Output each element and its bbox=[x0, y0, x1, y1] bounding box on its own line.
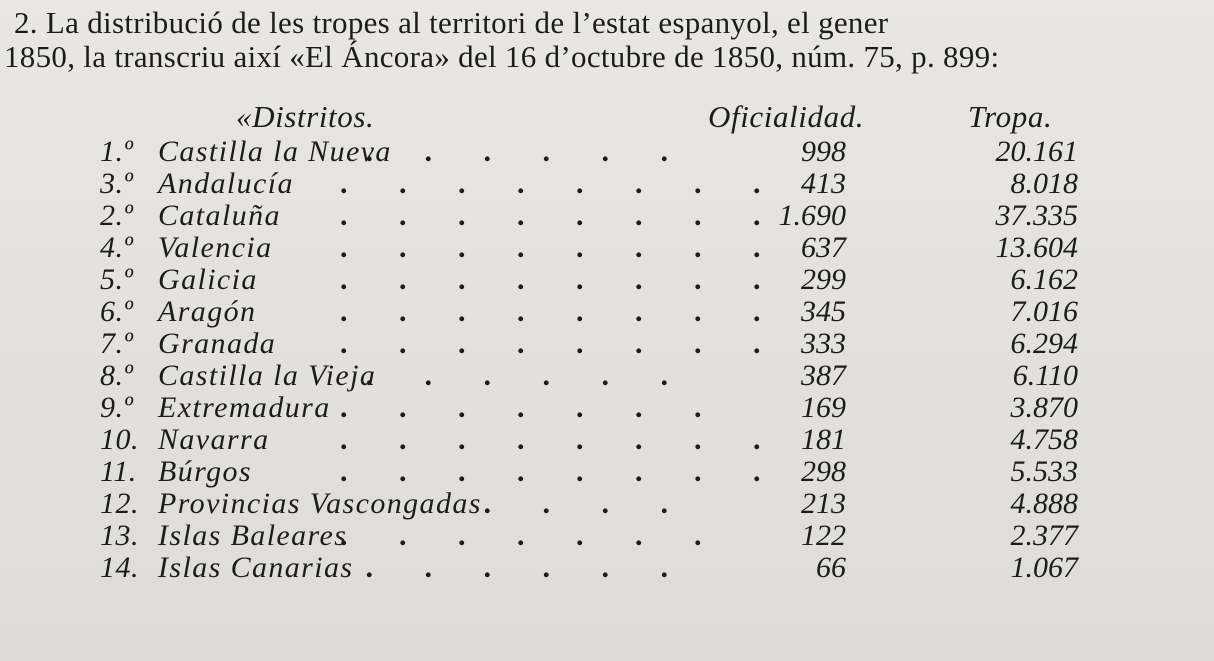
header-officers: Oficialidad. bbox=[708, 99, 865, 134]
officers-value: 181 bbox=[801, 423, 846, 456]
officers-value: 169 bbox=[801, 391, 846, 424]
officers-value: 213 bbox=[801, 487, 846, 520]
leader-dots: . . . . . . . bbox=[340, 391, 724, 424]
troops-value: 1.067 bbox=[1010, 551, 1078, 584]
troops-value: 8.018 bbox=[1010, 167, 1078, 200]
district-table bbox=[0, 136, 1200, 584]
district-name: Granada bbox=[158, 327, 277, 360]
row-number: 9.º bbox=[100, 391, 134, 424]
row-number: 5.º bbox=[100, 263, 134, 296]
table-row bbox=[0, 488, 1200, 520]
intro-line-1: 2. La distribució de les tropes al territori de l’estat espanyol, el gener bbox=[14, 5, 889, 40]
row-number: 13. bbox=[100, 519, 139, 552]
district-name: Navarra bbox=[158, 423, 270, 456]
troops-value: 7.016 bbox=[1010, 295, 1078, 328]
officers-value: 333 bbox=[801, 327, 846, 360]
officers-value: 66 bbox=[816, 551, 846, 584]
table-row bbox=[0, 296, 1200, 328]
row-number: 12. bbox=[100, 487, 139, 520]
district-name: Provincias Vascongadas bbox=[158, 487, 482, 520]
leader-dots: . . . . . . . . bbox=[340, 231, 783, 264]
intro-line-2: 1850, la transcriu així «El Áncora» del 16 d’octubre de 1850, núm. 75, p. 899: bbox=[4, 39, 1000, 74]
table-row bbox=[0, 424, 1200, 456]
officers-value: 998 bbox=[801, 135, 846, 168]
leader-dots: . . . . . . . . bbox=[340, 455, 783, 488]
district-name: Andalucía bbox=[158, 167, 294, 200]
row-number: 10. bbox=[100, 423, 139, 456]
leader-dots: . . . . . . . . bbox=[340, 327, 783, 360]
troops-value: 6.110 bbox=[1012, 359, 1078, 392]
table-row bbox=[0, 456, 1200, 488]
district-name: Búrgos bbox=[158, 455, 252, 488]
table-row bbox=[0, 200, 1200, 232]
row-number: 2.º bbox=[100, 199, 134, 232]
leader-dots: . . . . . . . . bbox=[340, 423, 783, 456]
row-number: 8.º bbox=[100, 359, 134, 392]
troops-value: 6.162 bbox=[1010, 263, 1078, 296]
district-name: Islas Canarias bbox=[158, 551, 354, 584]
row-number: 14. bbox=[100, 551, 139, 584]
troops-value: 4.758 bbox=[1010, 423, 1078, 456]
district-name: Castilla la Nueva bbox=[158, 135, 392, 168]
district-name: Valencia bbox=[158, 231, 273, 264]
troops-value: 13.604 bbox=[995, 231, 1078, 264]
table-row bbox=[0, 136, 1200, 168]
district-name: Aragón bbox=[158, 295, 257, 328]
table-row bbox=[0, 520, 1200, 552]
district-name: Galicia bbox=[158, 263, 258, 296]
leader-dots: . . . . . . . . bbox=[340, 167, 783, 200]
officers-value: 122 bbox=[801, 519, 846, 552]
header-troops: Tropa. bbox=[968, 99, 1053, 134]
district-name: Castilla la Vieja bbox=[158, 359, 377, 392]
troops-value: 3.870 bbox=[1010, 391, 1078, 424]
row-number: 1.º bbox=[100, 135, 134, 168]
table-row bbox=[0, 552, 1200, 584]
leader-dots: . . . . bbox=[483, 487, 690, 520]
troops-value: 5.533 bbox=[1010, 455, 1078, 488]
officers-value: 345 bbox=[801, 295, 846, 328]
table-row bbox=[0, 360, 1200, 392]
officers-value: 299 bbox=[801, 263, 846, 296]
troops-value: 37.335 bbox=[995, 199, 1078, 232]
officers-value: 637 bbox=[801, 231, 846, 264]
row-number: 3.º bbox=[100, 167, 134, 200]
officers-value: 387 bbox=[801, 359, 846, 392]
row-number: 7.º bbox=[100, 327, 134, 360]
table-row bbox=[0, 168, 1200, 200]
troops-value: 20.161 bbox=[995, 135, 1078, 168]
table-row bbox=[0, 392, 1200, 424]
row-number: 4.º bbox=[100, 231, 134, 264]
leader-dots: . . . . . . bbox=[365, 359, 690, 392]
table-row bbox=[0, 328, 1200, 360]
row-number: 11. bbox=[100, 455, 137, 488]
row-number: 6.º bbox=[100, 295, 134, 328]
troops-value: 2.377 bbox=[1010, 519, 1078, 552]
troops-value: 6.294 bbox=[1010, 327, 1078, 360]
header-districts: «Distritos. bbox=[236, 99, 375, 134]
district-name: Cataluña bbox=[158, 199, 281, 232]
table-row bbox=[0, 264, 1200, 296]
leader-dots: . . . . . . . . bbox=[340, 263, 783, 296]
leader-dots: . . . . . . bbox=[365, 135, 690, 168]
troops-value: 4.888 bbox=[1010, 487, 1078, 520]
officers-value: 1.690 bbox=[778, 199, 846, 232]
leader-dots: . . . . . . bbox=[365, 551, 690, 584]
leader-dots: . . . . . . . . bbox=[340, 199, 783, 232]
district-name: Islas Baleares bbox=[158, 519, 348, 552]
leader-dots: . . . . . . . . bbox=[340, 295, 783, 328]
table-row bbox=[0, 232, 1200, 264]
officers-value: 413 bbox=[801, 167, 846, 200]
officers-value: 298 bbox=[801, 455, 846, 488]
district-name: Extremadura bbox=[158, 391, 331, 424]
leader-dots: . . . . . . . bbox=[340, 519, 724, 552]
